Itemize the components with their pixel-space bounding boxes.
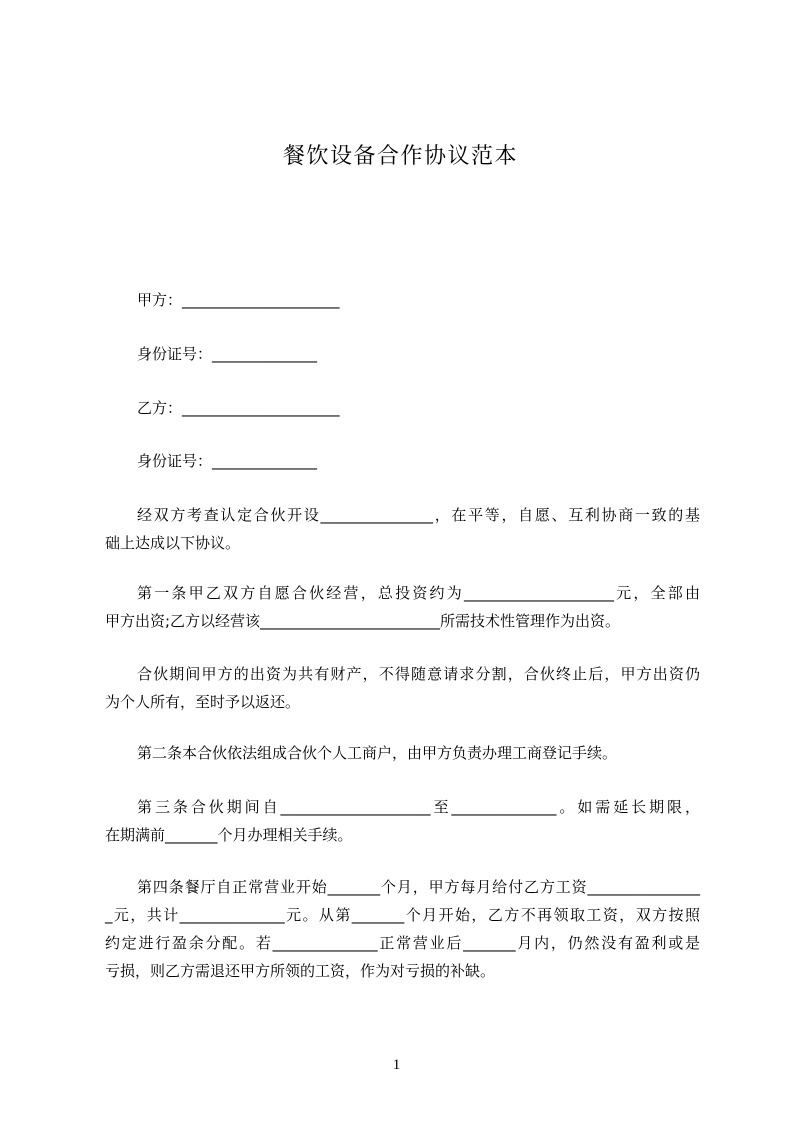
document-title: 餐饮设备合作协议范本 (282, 144, 518, 169)
paragraph-line: _元，共计______________元。从第_______个月开始，乙方不再领取工资，双方按照 (105, 906, 700, 924)
article-3-paragraph (105, 793, 700, 849)
paragraph-line: 第一条甲乙双方自愿合伙经营，总投资约为____________________元，全部由 (137, 584, 700, 602)
paragraph-line: 亏损，则乙方需退还甲方所领的工资，作为对亏损的补缺。 (105, 962, 496, 980)
paragraph-line: 在期满前_______个月办理相关手续。 (105, 826, 353, 844)
party-b-id-field (105, 447, 700, 475)
party-b-id-line: 身份证号：______________ (137, 452, 318, 470)
party-b-line: 乙方：_____________________ (137, 399, 340, 417)
paragraph-line: 第四条餐厅自正常营业开始_______个月，甲方每月给付乙方工资_______________ (137, 878, 700, 896)
paragraph-line: 合伙期间甲方的出资为共有财产，不得随意请求分割，合伙终止后，甲方出资仍 (137, 665, 700, 683)
paragraph-line: 础上达成以下协议。 (105, 534, 241, 552)
article-4-paragraph (105, 873, 700, 985)
paragraph-line: 约定进行盈余分配。若______________正常营业后_______月内，仍然没有盈利或是 (105, 934, 700, 952)
paragraph-line: 为个人所有，至时予以返还。 (105, 693, 301, 711)
paragraph-line: 第三条合伙期间自____________________至______________。如需延长期限， (137, 798, 700, 816)
article-2-paragraph (105, 739, 700, 767)
paragraph-line: 第二条本合伙依法组成合伙个人工商户，由甲方负责办理工商登记手续。 (137, 744, 618, 762)
party-a-id-field (105, 340, 700, 368)
party-a-id-line: 身份证号：______________ (137, 345, 318, 363)
party-a-field (105, 286, 700, 314)
page-number: 1 (392, 1057, 401, 1073)
party-a-line: 甲方：_____________________ (137, 291, 340, 309)
preamble-paragraph (105, 501, 700, 557)
party-b-field (105, 394, 700, 422)
paragraph-line: 甲方出资;乙方以经营该________________________所需技术性管理作为出资。 (105, 612, 621, 630)
paragraph-line: 经双方考查认定合伙开设_______________，在平等，自愿、互利协商一致的基 (137, 506, 700, 524)
article-1-paragraph (105, 579, 700, 635)
capital-note-paragraph (105, 660, 700, 716)
